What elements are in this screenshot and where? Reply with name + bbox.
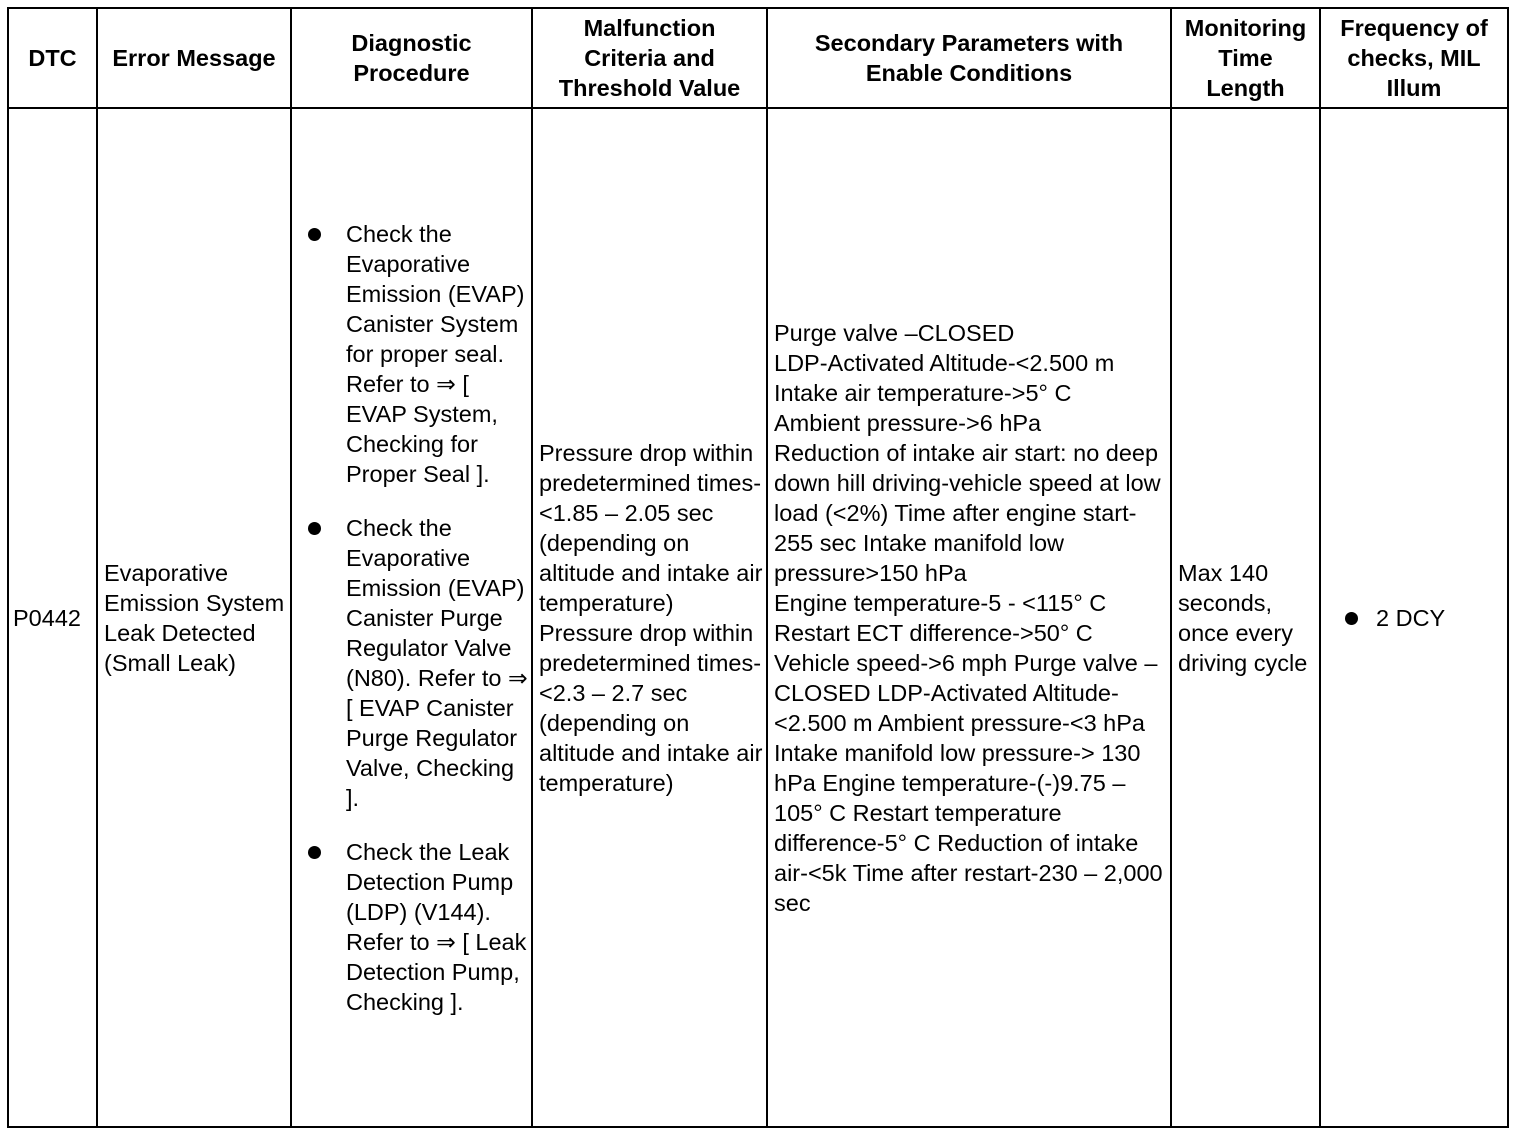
bullet-icon	[308, 228, 321, 241]
secondary-parameter-line: Vehicle speed->6 mph Purge valve –CLOSED LDP-Activated Altitude-<2.500 m Ambient pressure-<3 hPa Intake manifold low pressure-> 130 hPa Engine temperature-(-)9.75 – 105° C Restart temperature difference-5° C Reduction of intake air-<5k Time after restart-230 – 2,000 sec	[774, 649, 1163, 916]
secondary-parameter-line: Engine temperature-5 - <115° C	[774, 589, 1107, 616]
secondary-parameter-line: Restart ECT difference->50° C	[774, 619, 1093, 646]
header-row	[8, 8, 1508, 108]
header-error-message: Error Message	[97, 8, 291, 108]
table-row	[8, 108, 1508, 1127]
list-item	[308, 513, 529, 813]
header-frequency: Frequency of checks, MIL Illum	[1320, 8, 1508, 108]
frequency-item	[1321, 603, 1507, 633]
secondary-parameter-line: Reduction of intake air start: no deep down hill driving-vehicle speed at low load (<2%) Time after engine start-255 sec Intake manifold low pressure>150 hPa	[774, 439, 1161, 586]
dtc-code: P0442	[8, 108, 97, 1127]
bullet-icon	[308, 846, 321, 859]
frequency-cell	[1320, 108, 1508, 1127]
monitoring-time: Max 140 seconds, once every driving cycle	[1171, 108, 1320, 1127]
secondary-parameter-line: Ambient pressure->6 hPa	[774, 409, 1042, 436]
secondary-parameter-line: Intake air temperature->5° C	[774, 379, 1072, 406]
bullet-icon	[1345, 612, 1358, 625]
bullet-icon	[308, 522, 321, 535]
secondary-parameter-line: Purge valve –CLOSED	[774, 319, 1015, 346]
list-item	[308, 219, 529, 489]
error-message: Evaporative Emission System Leak Detected (Small Leak)	[97, 108, 291, 1127]
procedure-text: Check the Evaporative Emission (EVAP) Canister Purge Regulator Valve (N80). Refer to ⇒ [ EVAP Canister Purge Regulator Valve, Checking ].	[346, 514, 528, 811]
header-monitoring-time: Monitoring Time Length	[1171, 8, 1320, 108]
procedure-text: Check the Evaporative Emission (EVAP) Canister System for proper seal. Refer to ⇒ [ EVAP System, Checking for Proper Seal ].	[346, 220, 525, 487]
procedure-text: Check the Leak Detection Pump (LDP) (V144). Refer to ⇒ [ Leak Detection Pump, Checking ].	[346, 838, 527, 1015]
dtc-table	[7, 7, 1509, 1128]
frequency-text: 2 DCY	[1376, 604, 1446, 631]
header-malfunction-criteria: Malfunction Criteria and Threshold Value	[532, 8, 767, 108]
secondary-parameter-line: LDP-Activated Altitude-<2.500 m	[774, 349, 1115, 376]
header-diagnostic-procedure: Diagnostic Procedure	[291, 8, 532, 108]
diagnostic-procedure-cell	[291, 108, 532, 1127]
header-dtc: DTC	[8, 8, 97, 108]
procedure-list	[308, 219, 529, 1017]
list-item	[308, 837, 529, 1017]
malfunction-criteria: Pressure drop within predetermined times-<1.85 – 2.05 sec (depending on altitude and intake air temperature) Pressure drop within predetermined times-<2.3 – 2.7 sec (depending on altitude and intake air temperature)	[532, 108, 767, 1127]
secondary-parameters-cell	[767, 108, 1171, 1127]
header-secondary-parameters: Secondary Parameters with Enable Conditions	[767, 8, 1171, 108]
